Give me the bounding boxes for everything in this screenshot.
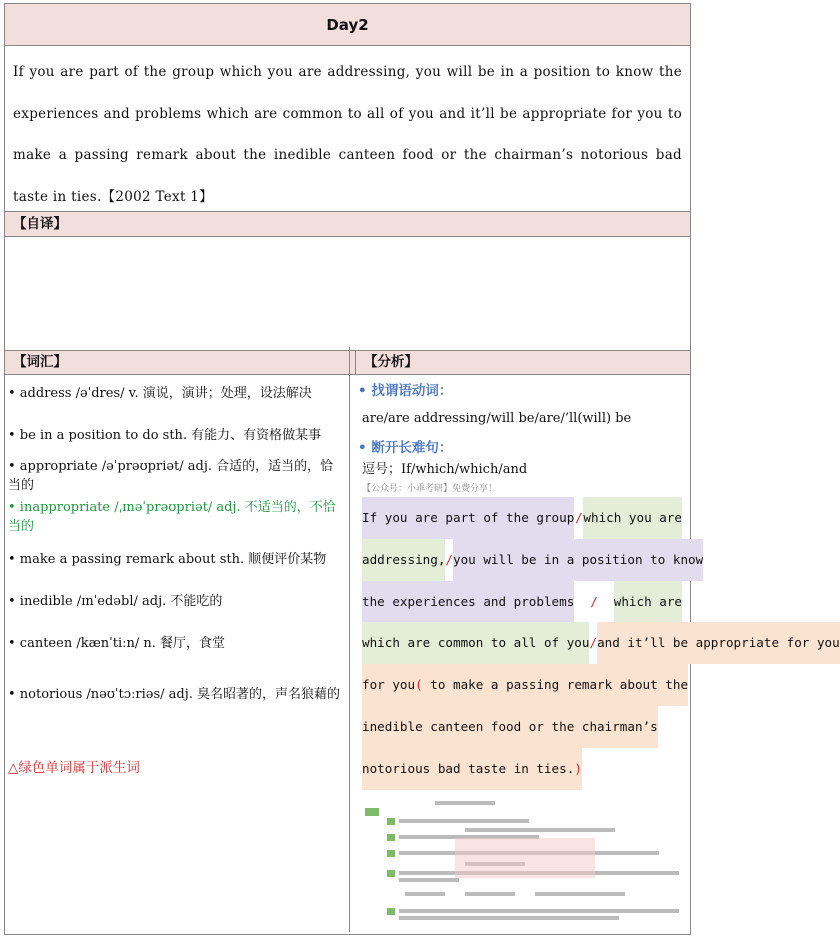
self-translation-header: 【自译】	[5, 212, 690, 237]
slash-mark: /	[590, 593, 598, 609]
vocab-item-derived: • inappropriate /ˌɪnəˈprəʊpriət/ adj. 不适当的，不恰当的	[8, 500, 336, 534]
self-translation-area[interactable]	[5, 237, 690, 351]
segment-main-clause: If you are part of the group	[362, 497, 574, 539]
page-title: Day2	[326, 15, 369, 34]
slash-mark: /	[589, 635, 598, 651]
source-note: 【公众号：小乖考研】免费分享！	[362, 484, 498, 494]
vocab-item: • be in a position to do sth. 有能力、有资格做某事	[8, 428, 322, 443]
predicates-text: are/are addressing/will be/are/’ll(will) be	[362, 411, 632, 426]
analysis-header: 【分析】	[355, 351, 690, 374]
analysis-diagram-image	[365, 798, 681, 926]
segment-infinitive-part: for you( to make a passing remark about the	[362, 664, 688, 706]
segment-main-clause-part: the experiences and problems	[362, 581, 574, 623]
slash-mark: /	[445, 551, 453, 567]
vocab-item: • inedible /ɪnˈedəbl/ adj. 不能吃的	[8, 594, 223, 609]
title-bar	[5, 4, 690, 46]
vocab-item: • notorious /nəʊˈtɔːriəs/ adj. 臭名昭著的，声名狼藉的	[8, 687, 341, 702]
segment-infinitive-part: notorious bad taste in ties.)	[362, 748, 582, 790]
segment-which-clause-part: which you are	[583, 497, 682, 539]
find-predicate-label: • 找谓语动词：	[358, 383, 453, 399]
segment-which-clause-part: which are	[614, 581, 682, 623]
vocab-item: • appropriate /əˈprəʊpriət/ adj. 合适的，适当的，恰当的	[8, 459, 334, 493]
breaks-text: 逗号；If/which/which/and	[362, 462, 528, 477]
column-divider	[349, 347, 350, 932]
segment-which-clause-part: addressing,	[362, 539, 445, 581]
columns-header	[5, 351, 690, 375]
vocab-header: 【词汇】	[13, 354, 67, 370]
vocab-item: • address /əˈdres/ v. 演说，演讲；处理，设法解决	[8, 386, 312, 401]
derived-note: △绿色单词属于派生词	[8, 760, 140, 776]
passage-text: If you are part of the group which you are addressing, you will be in a position to know the experiences and problems which are common to all of you and it’ll be appropriate for you to make a passing remark about the inedible canteen food or the chairman’s notorious bad taste in ties.【2002 Text 1】	[5, 46, 690, 212]
segment-infinitive-part: inedible canteen food or the chairman’s	[362, 706, 658, 748]
segment-which-clause: which are common to all of you	[362, 622, 589, 664]
split-sentence-label: • 断开长难句：	[358, 440, 453, 456]
slash-mark: /	[575, 510, 583, 525]
vocab-item: • make a passing remark about sth. 顺便评价某物	[8, 552, 327, 567]
segment-main-clause-part: you will be in a position to know	[453, 539, 703, 581]
sentence-breakdown	[362, 497, 840, 790]
vocab-item: • canteen /kænˈtiːn/ n. 餐厅，食堂	[8, 636, 226, 651]
segment-and-clause: and it’ll be appropriate for you	[597, 622, 840, 664]
